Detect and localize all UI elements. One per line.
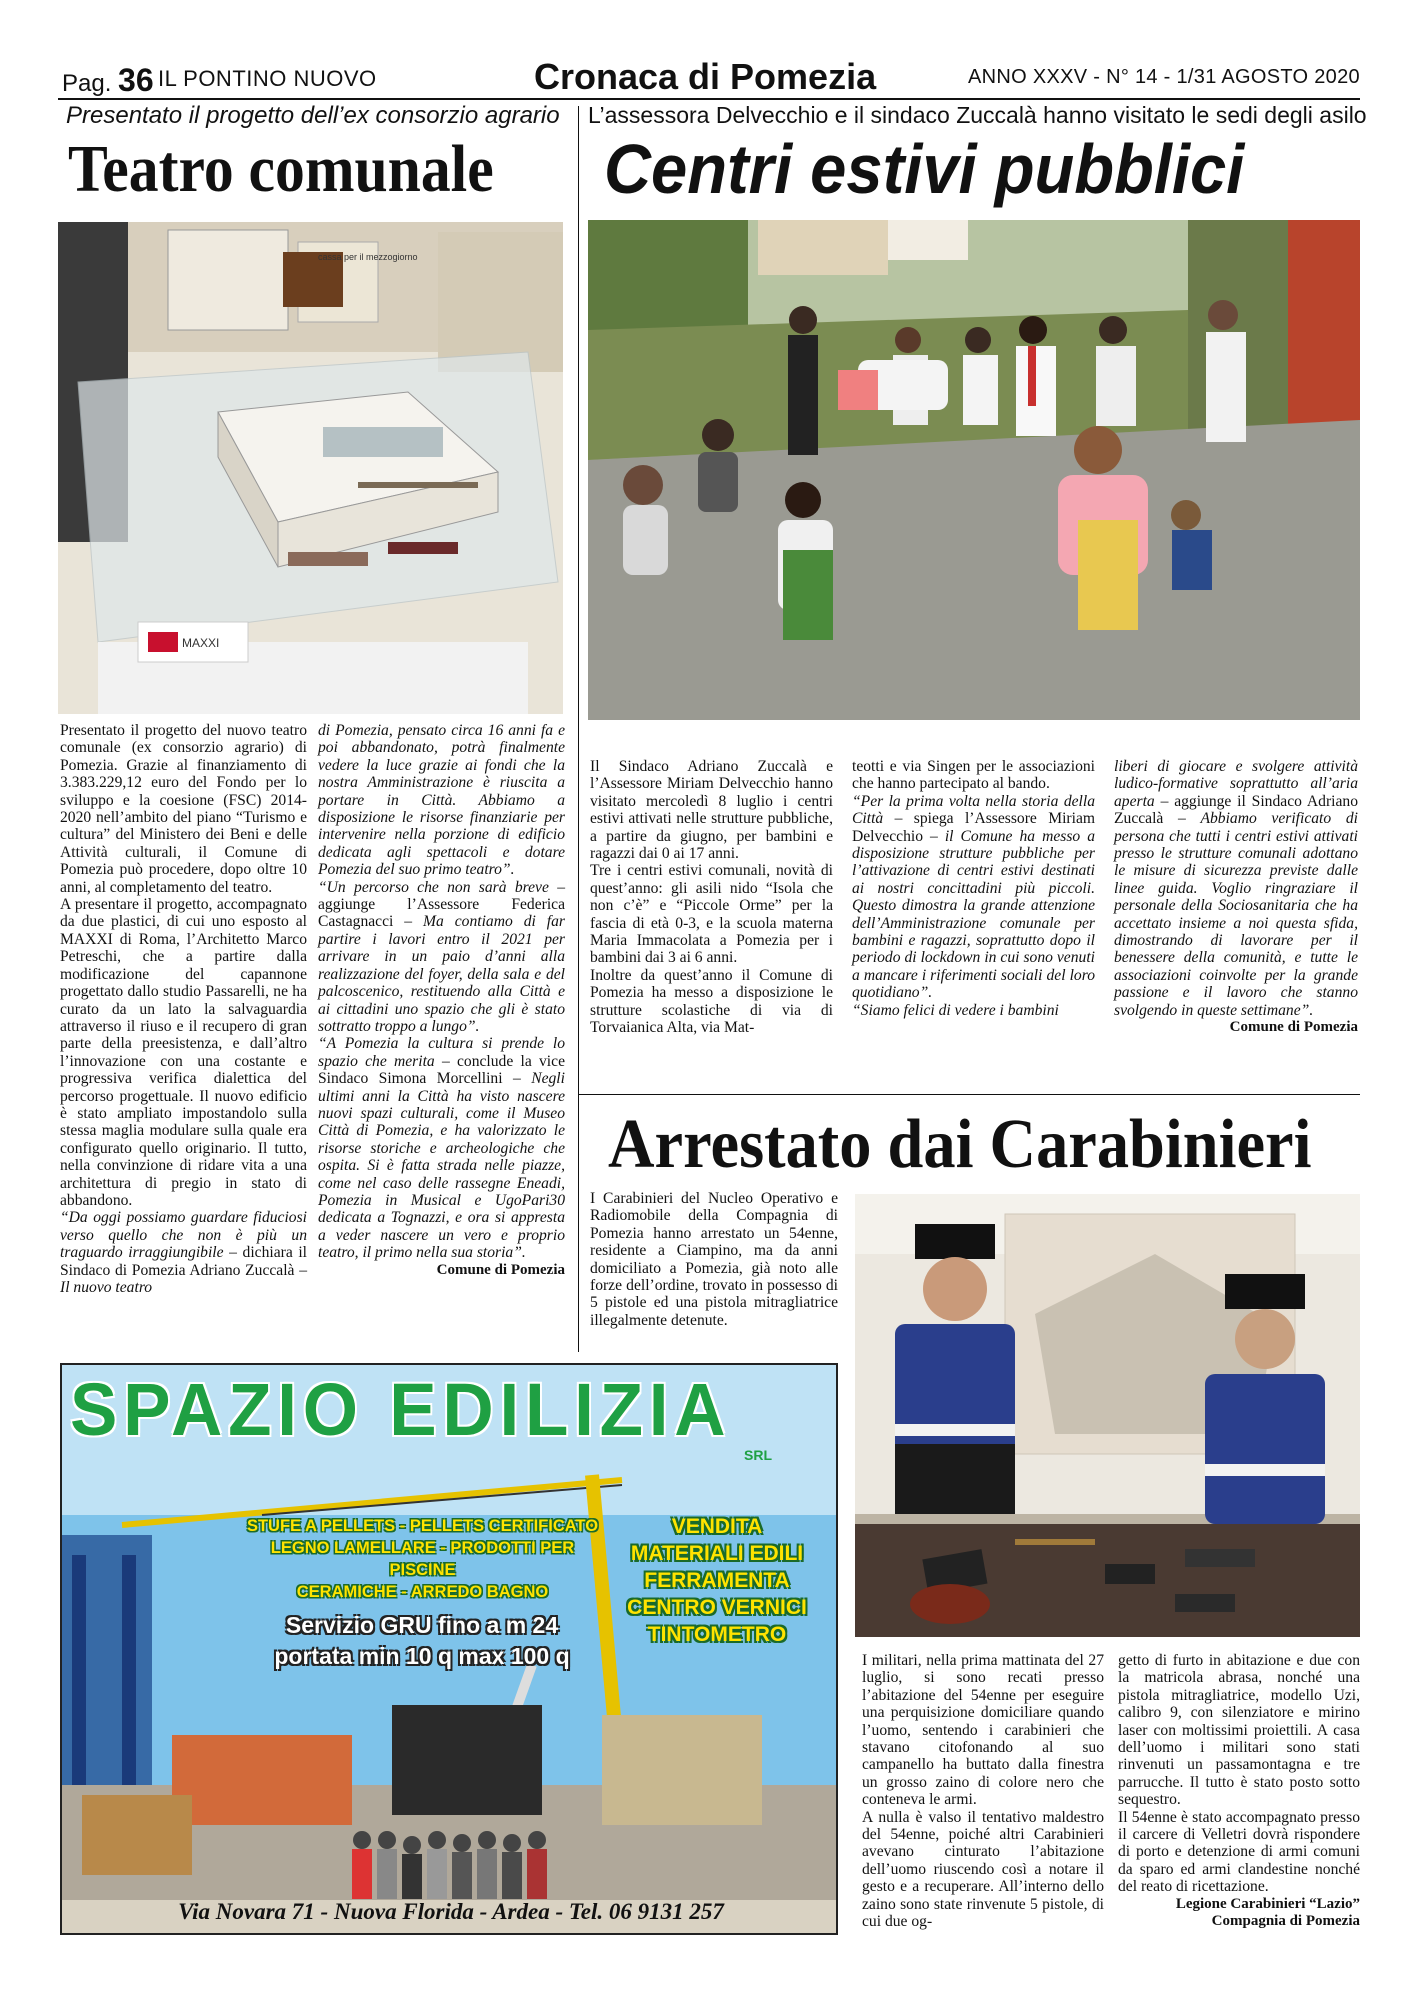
centri-quote: liberi di giocare e svolgere attività ludico-formative soprattutto all’aria aperta (1114, 758, 1358, 810)
centri-column-1 (590, 758, 833, 1037)
centri-attribution: – spiega l’Assessore Miriam Delvecchio – (852, 810, 1095, 845)
centri-paragraph: Tre i centri estivi comunali, novità di quest’anno: gli asili nido “Isola che non c’è” e “Piccole Orme” per la fascia di età 0-3, e la scuola materna Maria Immacolata a Pomezia per i bambini dai 3 ai 6 anni. (590, 862, 833, 967)
teatro-quote: di Pomezia, pensato circa 16 anni fa e poi abbandonato, potrà finalmente vedere la luce grazie ai fondi che la nostra Amministrazione è riuscita a portare in Città. Abbiamo a disposizione le risorse finanziarie per intervenire nella porzione di edificio dedicata agli spettacoli e dotare Pomezia del suo primo teatro”. (318, 722, 565, 879)
centri-paragraph: Inoltre da quest’anno il Comune di Pomezia ha messo a disposizione le strutture scolastiche di via di Torvaianica Alta, via Mat- (590, 966, 833, 1037)
centri-kicker: L’assessora Delvecchio e il sindaco Zuccalà hanno visitato le sedi degli asilo (588, 102, 1367, 128)
ad-crane-line: portata min 10 q max 100 q (274, 1643, 570, 1669)
centri-column-2 (852, 758, 1095, 1019)
ad-brand: SPAZIO EDILIZIA (70, 1368, 732, 1451)
centri-photo (588, 220, 1360, 720)
column-divider (578, 106, 579, 1352)
arrestato-paragraph: getto di furto in abitazione e due con la matricola abrasa, nonché una pistola mitragliatrice, modello Uzi, calibro 9, con silenziatore e mirino laser con moltissimi proiettili. A casa dell’uomo i militari sono stati rinvenuti un passamontagna e tre parrucche. Il tutto è stato posto sotto sequestro. (1118, 1652, 1360, 1809)
centri-column-3 (1114, 758, 1358, 1037)
teatro-paragraph: A presentare il progetto, accompagnato da due plastici, di cui uno esposto al MAXXI di Roma, l’Architetto Marco Petreschi, che a partire dalla modificazione del capannone progettato dallo studio Passarelli, ne ha curato da un lato la salvaguardia attraverso il riuso e il recupero di gran parte della preesistenza, e dall’altro l’innovazione con una costante e progressiva verifica dialettica del percorso progettuale. Il nuovo edificio è stato ampliato impostandolo sulla stessa maglia modulare sulla quale era configurato quello originario. Il tutto, nella convinzione di ridare vita a una architettura di pregio in stato di abbandono. (60, 896, 307, 1209)
teatro-quote: Il nuovo teatro (60, 1279, 153, 1296)
photo-label: cassa per il mezzogiorno (318, 252, 418, 262)
teatro-column-1 (60, 722, 307, 1296)
pag-label: Pag. (62, 70, 112, 97)
arrestato-photo (855, 1194, 1360, 1637)
teatro-title: Teatro comunale (68, 132, 494, 206)
teatro-model-photo (58, 222, 563, 714)
arrestato-paragraph: A nulla è valso il tentativo maldestro del 54enne, poiché altri Carabinieri avevano cinturato l’abitazione dell’uomo riuscendo così a notare il gesto e a recuperare. All’interno dello zaino sono state rinvenute 5 pistole, di cui due og- (862, 1808, 1104, 1931)
ad-service-line: TINTOMETRO (647, 1623, 787, 1646)
teatro-quote: Ma contiamo di far partire i lavori entro il 2021 per arrivare in un paio d’anni alla realizzazione del foyer, della sala e del palcoscenico, restituendo alla Città e ai cittadini uno spazio che gli è stato sottratto troppo a lungo”. (318, 913, 565, 1035)
teatro-attribution: – conclude la vice Sindaco Simona Morcellini – (318, 1052, 565, 1088)
ad-products (240, 1515, 605, 1603)
centri-quote: il Comune ha messo a disposizione strutture pubbliche per l’attivazione di centri estivi destinati ai nostri concittadini più piccoli. Questo dimostra la grande attenzione dell’Amministrazione comunale per bambini e ragazzi, soprattutto dopo il periodo di lockdown in cui sono venuti a mancare i riferimenti sociali del loro quotidiano”. (852, 827, 1095, 1002)
teatro-quote: Negli ultimi anni la Città ha visto nascere nuovi spazi culturali, come il Museo Città di Pomezia, e ha valorizzato le risorse storiche e archeologiche che ospita. Si è fatta strada nelle piazze, come nel caso delle rassegne Eneadi, Pomezia in Musical e UgoPari30 dedicata a Tognazzi, e ora si appresta a veder nascere un vero e proprio teatro, il primo nella sua storia”. (318, 1070, 565, 1262)
centri-paragraph: teotti e via Singen per le associazioni che hanno partecipato al bando. (852, 758, 1095, 793)
centri-quote: Abbiamo verificato di persona che tutti i centri estivi attivati presso le strutture comunali adottano le misure di sicurezza previste dalle linee guida. Voglio ringraziare il personale della Sociosanitaria che ha accettato insieme a noi questa sfida, dimostrando di lavorare per il benessere della comunità, e tutte le associazioni coinvolte per la grande passione e il lavoro che stanno svolgendo in queste settimane”. (1114, 810, 1358, 1019)
ad-products-line: STUFE A PELLETS - PELLETS CERTIFICATO (246, 1517, 599, 1535)
teatro-attribution: dichiara il Sindaco di Pomezia Adriano Zuccalà – (60, 1244, 307, 1279)
centri-attribution: – aggiunge il Sindaco Adriano Zuccalà – (1114, 792, 1358, 828)
teatro-attribution: – aggiunge l’Assessore Federica Castagnacci – (318, 878, 565, 931)
centri-quote: “Siamo felici di vedere i bambini (852, 1001, 1059, 1019)
centri-paragraph: Il Sindaco Adriano Zuccalà e l’Assessore Miriam Delvecchio hanno visitato mercoledì 8 luglio i centri estivi attivati nelle strutture pubbliche, a partire da giugno, per bambini e ragazzi dai 0 ai 17 anni. (590, 758, 833, 863)
teatro-quote: “Un percorso che non sarà breve (318, 878, 549, 896)
page-label (62, 62, 154, 99)
arrestato-signature: Compagnia di Pomezia (1211, 1913, 1360, 1930)
ad-products-line: LEGNO LAMELLARE - PRODOTTI PER PISCINE (270, 1539, 575, 1579)
centri-quote: “Per la prima volta nella storia della Città (852, 792, 1095, 828)
ad-address: Via Novara 71 - Nuova Florida - Ardea - Tel. 06 9131 257 (178, 1899, 724, 1924)
arrestato-column-1 (862, 1652, 1104, 1931)
arrestato-intro: I Carabinieri del Nucleo Operativo e Radiomobile della Compagnia di Pomezia hanno arrestato un 54enne, residente a Ciampino, ma da anni domiciliato a Pomezia, già noto alle forze dell’ordine, trovato in possesso di 5 pistole ed una pistola mitragliatrice illegalmente detenute. (590, 1190, 838, 1329)
centri-title: Centri estivi pubblici (604, 130, 1245, 208)
ad-crane-line: Servizio GRU fino a m 24 (285, 1612, 559, 1638)
teatro-paragraph: Presentato il progetto del nuovo teatro comunale (ex consorzio agrario) di Pomezia. Grazie al finanziamento di 3.383.229,12 euro del Fondo per lo sviluppo e la coesione (FSC) 2014-2020 nell’ambito del piano “Turismo e cultura” del Ministero dei Beni e delle Attività culturali, il Comune di Pomezia può procedere, dopo oltre 10 anni, al completamento del teatro. (60, 722, 307, 896)
arrestato-paragraph: Il 54enne è stato accompagnato presso il carcere di Velletri dovrà rispondere di porto e detenzione di armi comuni da sparo ed armi clandestine nonché del reato di ricettazione. (1118, 1808, 1360, 1896)
header-rule (58, 98, 1360, 100)
ad-service-line: VENDITA (671, 1515, 763, 1538)
ad-services-list (607, 1513, 827, 1648)
publication-name: IL PONTINO NUOVO (158, 66, 377, 91)
ad-products-line: CERAMICHE - ARREDO BAGNO (296, 1583, 549, 1601)
arrestato-title: Arrestato dai Carabinieri (608, 1106, 1312, 1183)
arrestato-paragraph: I militari, nella prima mattinata del 27 luglio, si sono recati presso l’abitazione del 54enne per eseguire una perquisizione domiciliare quando l’uomo, sentendo i carabinieri che stavano citofonando al suo campanello ha buttato dalla finestra un grosso zaino di colore nero che conteneva le armi. (862, 1652, 1104, 1809)
centri-signature: Comune di Pomezia (1229, 1019, 1358, 1036)
arrestato-column-2 (1118, 1652, 1360, 1931)
photo-caption: MAXXI (182, 636, 220, 650)
ad-service-line: FERRAMENTA (644, 1569, 790, 1592)
section-title: Cronaca di Pomezia (534, 56, 877, 97)
ad-service-line: MATERIALI EDILI (630, 1542, 804, 1565)
issue-info: ANNO XXXV - N° 14 - 1/31 AGOSTO 2020 (968, 66, 1360, 88)
section-divider (578, 1094, 1360, 1095)
page-number: 36 (118, 62, 154, 98)
ad-crane-service (212, 1610, 632, 1672)
teatro-signature: Comune di Pomezia (436, 1261, 565, 1278)
teatro-column-2 (318, 722, 565, 1279)
ad-service-line: CENTRO VERNICI (627, 1596, 807, 1619)
spazio-edilizia-ad[interactable] (60, 1363, 838, 1935)
ad-brand-suffix: SRL (744, 1447, 772, 1463)
arrestato-signature: Legione Carabinieri “Lazio” (1175, 1895, 1360, 1912)
teatro-quote: “Da oggi possiamo guardare fiduciosi verso quello che non è più un traguardo irraggiungibile – (60, 1209, 307, 1262)
teatro-kicker: Presentato il progetto dell’ex consorzio agrario (66, 102, 560, 129)
teatro-quote: “A Pomezia la cultura si prende lo spazio che merita (318, 1035, 565, 1070)
